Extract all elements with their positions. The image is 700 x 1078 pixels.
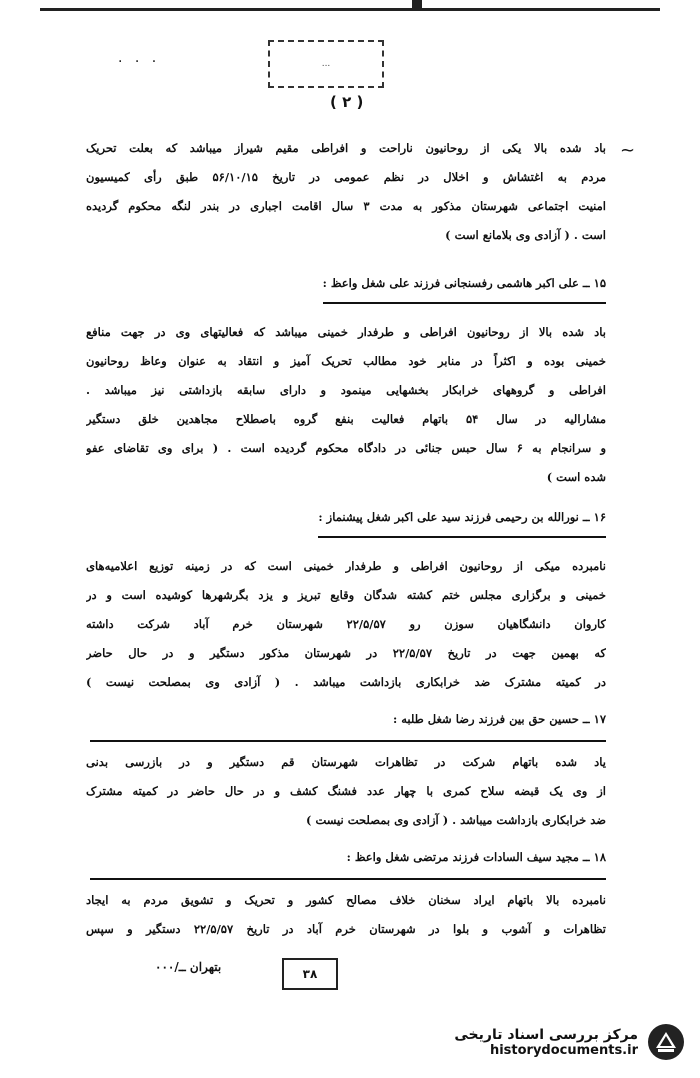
watermark-logo [454,1022,686,1062]
text-line: ضد خرابکاری بازداشت میباشد . ( آزادی وی بمصلحت نیست ) [306,813,606,827]
heading-underline [318,536,606,538]
section-18-heading [347,850,606,870]
footer-stamp: ۳۸ [282,958,338,990]
text-line: باد شده بالا از روحانیون افراطی و طرفدار خمینی میباشد که فعالیتهای وی در جهت منافع [86,325,606,339]
text-line: امنیت اجتماعی شهرستان مذکور به مدت ۳ سال اقامت اجباری در بندر لنگه محکوم گردیده [86,199,606,213]
text-line: خمینی و برگزاری مجلس ختم کشته شدگان وقایع تبریز و یزد بگرشهرها کوشیده است و در [86,588,606,602]
text-line: شده است ) [546,470,606,484]
text-line: تظاهرات و آشوب و بلوا در شهرستان خرم آباد در تاریخ ۲۲/۵/۵۷ دستگیر و سپس [86,922,606,936]
section-18-body [86,886,606,944]
section-separator [90,878,606,880]
text-line: خمینی بوده و اکثراً در منابر خود مطالب تحریک آمیز و انتقاد به عنوان وعاظ روحانیون [86,354,606,368]
top-border-line [40,8,660,11]
text-line: افراطی و گروههای خرابکار بخشهایی مینمود و دارای سابقه بازداشتی نیز میباشد . [86,383,606,397]
section-17-heading [393,712,606,732]
watermark-url: historydocuments.ir [489,1042,638,1058]
text-line: در کمیته مشترک ضد خرابکاری بازداشت میباشد . ( آزادی وی بمصلحت نیست ) [86,675,606,689]
text-line: و سرانجام به ۶ سال حبس جنائی در دادگاه محکوم گردیده است . ( برای وی تقاضای عفو [86,441,606,455]
archive-logo-icon [646,1022,686,1062]
text-line: مشارالیه در سال ۵۴ باتهام فعالیت بنفع گروه باصطلاح مجاهدین خلق دستگیر [86,412,606,426]
text-line: که بهمین جهت در تاریخ ۲۲/۵/۵۷ در شهرستان مذکور دستگیر و در حال حاضر [86,646,606,660]
section-16-body [86,552,606,697]
top-border-tick [412,0,422,8]
section-15-heading [323,276,606,296]
heading-underline [323,302,606,304]
text-line: است . ( آزادی وی بلامانع است ) [445,228,606,242]
section-14-body [86,134,606,250]
heading-text: ۱۶ ــ نورالله بن رحیمی فرزند سید علی اکبر شغل پیشنماز : [318,510,606,524]
heading-text: ۱۷ ــ حسین حق بین فرزند رضا شغل طلبه : [392,712,606,726]
text-line: نامبرده میکی از روحانیون افراطی و طرفدار خمینی است که در زمینه توزیع اعلامیه‌های [86,559,606,573]
heading-text: ۱۸ ــ مجید سیف السادات فرزند مرتضی شغل واعظ : [346,850,606,864]
heading-text: ۱۵ ــ علی اکبر هاشمی رفسنجانی فرزند علی شغل واعظ : [322,276,606,290]
watermark-title: مرکز بررسی اسناد تاریخی [454,1026,638,1043]
text-line: نامبرده بالا باتهام ایراد سخنان خلاف مصالح کشور و تحریک و تشویق مردم به ایجاد [86,893,606,907]
section-16-heading [318,510,606,530]
text-line: از وی یک قبضه سلاح کمری با چهار عدد فشنگ کشف و در حال حاضر در کمیته مشترک [86,784,606,798]
text-line: مردم به اغتشاش و اخلال در نظم عمومی در تاریخ ۵۶/۱۰/۱۵ طبق رأی کمیسیون [86,170,606,184]
margin-mark: ~ [620,140,636,161]
header-stamp: ... [268,40,384,88]
section-separator [90,740,606,742]
text-line: باد شده بالا یکی از روحانیون ناراحت و افراطی مقیم شیراز میباشد که بعلت تحریک [86,141,606,155]
text-line: یاد شده باتهام شرکت در تظاهرات شهرستان قم دستگیر و در بازرسی بدنی [86,755,606,769]
footer-note: بتهران ــ/۰۰۰ [155,960,222,974]
watermark-text [454,1027,638,1058]
text-line: کاروان دانشگاهیان سوزن رو ۲۲/۵/۵۷ شهرستان خرم آباد شرکت داشته [86,617,606,631]
section-15-body [86,318,606,492]
page-number: ( ۲ ) [330,93,364,111]
section-17-body [86,748,606,835]
dotted-mark: . . . [118,50,161,66]
